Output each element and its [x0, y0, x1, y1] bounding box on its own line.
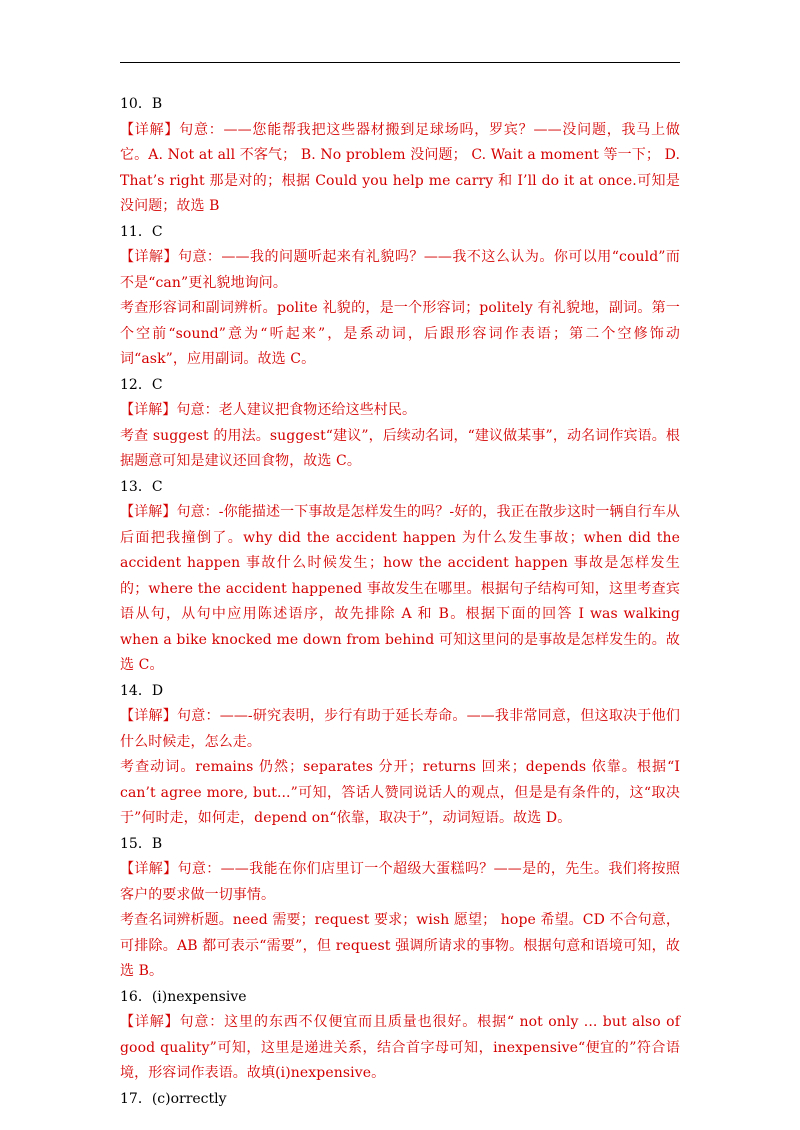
explanation-paragraph: [120, 296, 680, 373]
explanation-text: 考查动词。remains 仍然；separates 分开；returns 回来；depends 依靠。根据“I can’t agree more, but...”可知，答话人赞同说话人的观点，但是是有条件的，这“取决于”何时走，如何走，depend on“依靠，取决于”，动词短语。故选 D。: [120, 759, 680, 826]
question-number: 12．C: [120, 376, 163, 393]
explanation-paragraph: [120, 755, 680, 832]
question-number: 14．D: [120, 682, 164, 699]
explanation-text: 考查形容词和副词辨析。polite 礼貌的，是一个形容词；politely 有礼貌地，副词。第一个空前“sound”意为“听起来”，是系动词，后跟形容词作表语；第二个空修饰动词“ask”，应用副词。故选 C。: [120, 300, 680, 367]
answer-item: [120, 92, 680, 220]
explanation-paragraph: [120, 398, 680, 424]
question-number: 15．B: [120, 835, 163, 852]
detail-label: 【详解】: [120, 249, 178, 265]
question-number: 16．(i)nexpensive: [120, 988, 247, 1005]
explanation-text: 考查 suggest 的用法。suggest“建议”，后续动名词，“建议做某事”，动名词作宾语。根据题意可知是建议还回食物，故选 C。: [120, 427, 680, 469]
explanation-paragraph: [120, 704, 680, 755]
question-number: 11．C: [120, 223, 163, 240]
explanation-text: 句意：这里的东西不仅便宜而且质量也很好。根据“ not only ... but also of good quality”可知，这里是递进关系，结合首字母可知，inexpensive“便宜的”符合语境，形容词作表语。故填(i)nexpensive。: [120, 1014, 680, 1081]
answer-item: [120, 1087, 680, 1113]
explanation-text: 考查名词辨析题。need 需要；request 要求；wish 愿望； hope 希望。CD 不合句意，可排除。AB 都可表示“需要”，但 request 强调所请求的事物。根据句意和语境可知，故选 B。: [120, 912, 680, 979]
question-number: 13．C: [120, 478, 163, 495]
explanation-paragraph: [120, 857, 680, 908]
answer-item: [120, 475, 680, 679]
detail-label: 【详解】: [120, 1014, 180, 1030]
explanation-paragraph: [120, 245, 680, 296]
question-number: 10．B: [120, 96, 163, 112]
explanation-paragraph: [120, 118, 680, 220]
detail-label: 【详解】: [120, 121, 180, 138]
answer-item: [120, 985, 680, 1087]
explanation-text: 句意：-你能描述一下事故是怎样发生的吗？-好的，我正在散步这时一辆自行车从后面把我撞倒了。why did the accident happen 为什么发生事故；when did the accident happen 事故什么时候发生；how the accident happen 事故是怎样发生的；where the accident happened 事故发生在哪里。根据句子结构可知，这里考查宾语从句，从句中应用陈述语序，故先排除 A 和 B。根据下面的回答 I was walking when a bike knocked me down from behind 可知这里问的是事故是怎样发生的。故选 C。: [120, 504, 680, 673]
explanation-paragraph: [120, 908, 680, 985]
explanation-text: 句意：——-研究表明，步行有助于延长寿命。——我非常同意，但这取决于他们什么时候走，怎么走。: [120, 708, 680, 750]
detail-label: 【详解】: [120, 708, 177, 724]
explanation-text: 句意：——您能帮我把这些器材搬到足球场吗，罗宾？——没问题，我马上做它。A. Not at all 不客气； B. No problem 没问题； C. Wait a moment 等一下； D. That’s right 那是对的；根据 Could you help me carry 和 I’ll do it at once.可知是没问题；故选 B: [120, 121, 680, 214]
explanation-paragraph: [120, 424, 680, 475]
explanation-text: 句意：老人建议把食物还给这些村民。: [176, 402, 417, 418]
explanation-text: 句意：——我能在你们店里订一个超级大蛋糕吗？——是的，先生。我们将按照客户的要求做一切事情。: [120, 861, 681, 903]
question-number: 17．(c)orrectly: [120, 1090, 227, 1107]
answer-item: [120, 679, 680, 832]
answer-item: [120, 220, 680, 373]
detail-label: 【详解】: [120, 402, 177, 418]
explanation-paragraph: [120, 500, 680, 679]
detail-label: 【详解】: [120, 861, 178, 877]
answer-item: [120, 832, 680, 985]
explanation-text: 句意：——我的问题听起来有礼貌吗？——我不这么认为。你可以用“could”而不是“can”更礼貌地询问。: [120, 249, 680, 291]
detail-label: 【详解】: [120, 504, 177, 520]
header-rule: [120, 62, 680, 63]
answer-item: [120, 373, 680, 475]
explanation-paragraph: [120, 1010, 680, 1087]
answer-list: [120, 92, 680, 1112]
